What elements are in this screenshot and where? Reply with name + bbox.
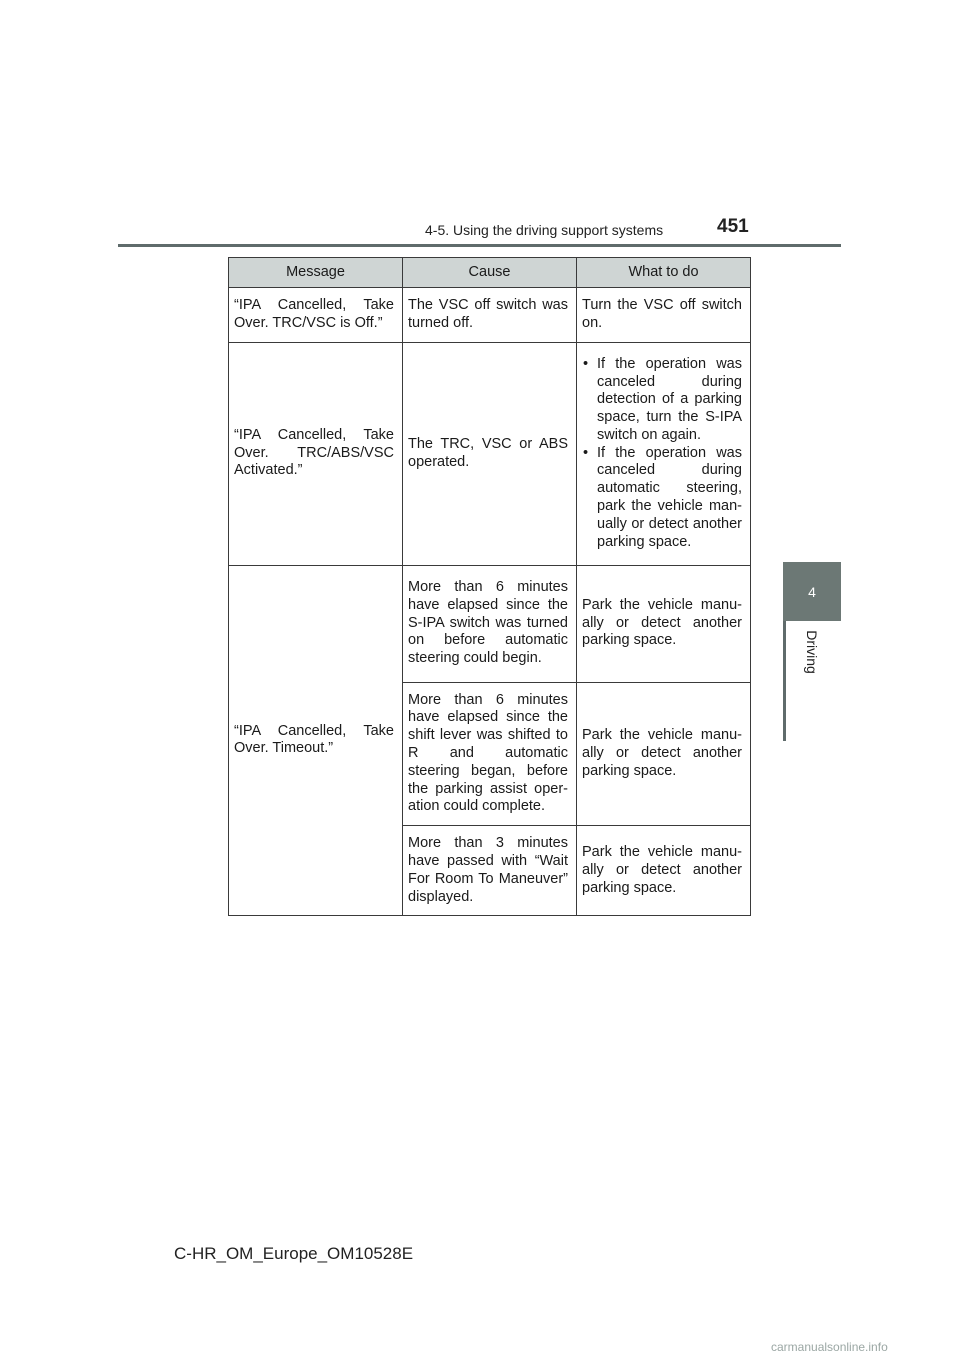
action-bullet: • If the operation was canceled during automatic steering, park the vehicle manually or detect another parking space. [582, 445, 742, 552]
table-row [229, 565, 751, 682]
message-table [228, 257, 751, 916]
cause-cell: The TRC, VSC or ABS operated. [403, 342, 577, 565]
action-cell: Turn the VSC off switch on. [577, 288, 751, 343]
action-cell: Park the vehicle manually or detect another parking space. [577, 826, 751, 916]
chapter-number: 4 [808, 583, 816, 600]
cause-cell: More than 6 minutes have elapsed since the shift lever was shifted to R and automatic steering began, before the parking assist operation could complete. [403, 682, 577, 826]
action-bullet: • If the operation was canceled during detection of a parking space, turn the S-IPA switch on again. [582, 356, 742, 445]
action-bullet-list [582, 356, 742, 552]
cause-cell: More than 3 minutes have passed with “Wait For Room To Maneuver” displayed. [403, 826, 577, 916]
page-number: 451 [717, 216, 749, 237]
message-cell: “IPA Cancelled, Take Over. TRC/VSC is Off.” [229, 288, 403, 343]
document-code: C-HR_OM_Europe_OM10528E [174, 1244, 414, 1263]
header-what-to-do: What to do [577, 258, 751, 288]
cause-cell: The VSC off switch was turned off. [403, 288, 577, 343]
watermark-text: carmanualsonline.info [771, 1340, 888, 1354]
header-divider [118, 244, 841, 247]
table-row [229, 288, 751, 343]
table-header-row [229, 258, 751, 288]
action-cell: Park the vehicle manually or detect another parking space. [577, 565, 751, 682]
chapter-label: Driving [804, 630, 820, 674]
table-row [229, 342, 751, 565]
section-title: 4-5. Using the driving support systems [425, 222, 664, 238]
message-cell: “IPA Cancelled, Take Over. Timeout.” [229, 565, 403, 916]
action-cell [577, 342, 751, 565]
action-cell: Park the vehicle manually or detect another parking space. [577, 682, 751, 826]
chapter-tab-divider [783, 621, 786, 741]
cause-cell: More than 6 minutes have elapsed since the S-IPA switch was turned on before automatic steering could begin. [403, 565, 577, 682]
header-message: Message [229, 258, 403, 288]
chapter-tab [783, 562, 841, 621]
header-cause: Cause [403, 258, 577, 288]
message-cell: “IPA Cancelled, Take Over. TRC/ABS/VSC Activated.” [229, 342, 403, 565]
